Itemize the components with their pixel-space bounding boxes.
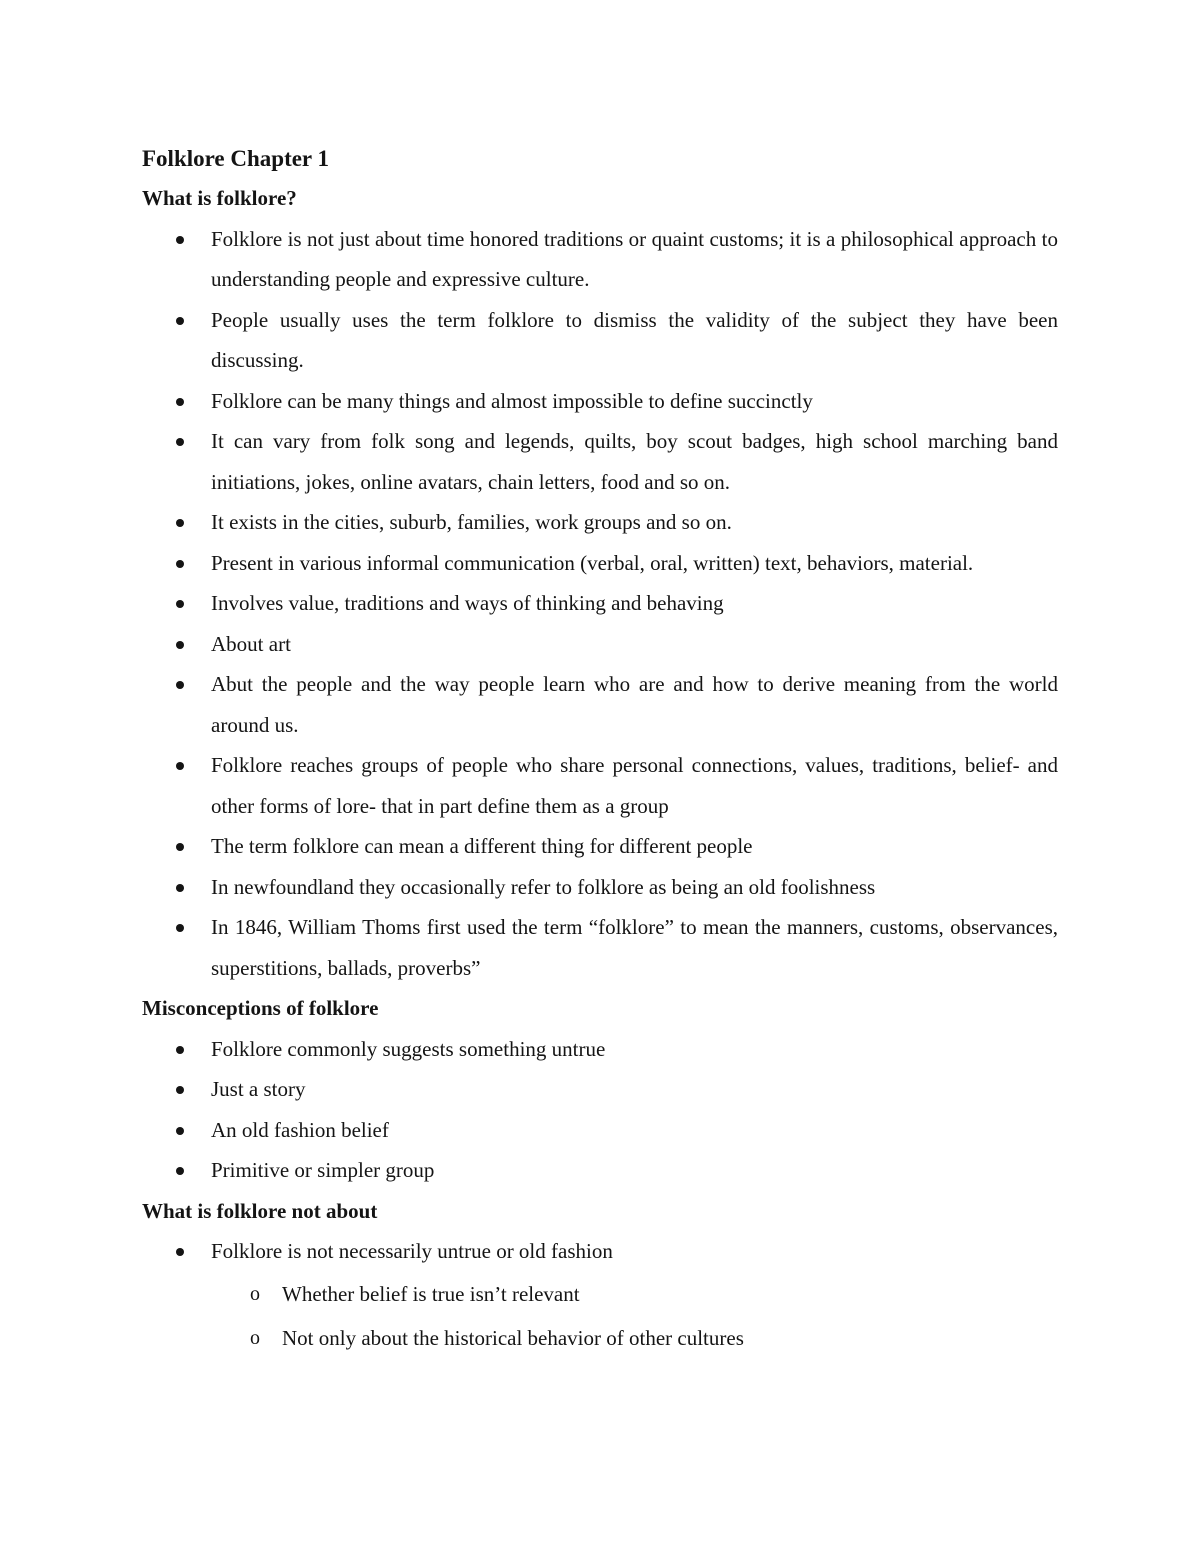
list-item-text: About art: [211, 631, 291, 656]
list-item: [142, 1069, 1058, 1110]
list-item: [142, 907, 1058, 988]
list-item-text: Primitive or simpler group: [211, 1158, 435, 1182]
bullet-icon: [176, 884, 184, 892]
list-item-text: The term folklore can mean a different thing for different people: [211, 834, 753, 858]
bullet-icon: [176, 843, 184, 851]
sub-list-item: [142, 1272, 1058, 1316]
list-item-text: Folklore reaches groups of people who share personal connections, values, traditions, belief- and other forms of lore- that in part define them as a group: [211, 753, 1058, 818]
bullet-icon: [176, 762, 184, 770]
list-item: [142, 219, 1058, 300]
list-item: [142, 502, 1058, 543]
bullet-icon: [176, 1167, 184, 1175]
list-item-text: Abut the people and the way people learn who are and how to derive meaning from the world around us.: [211, 672, 1058, 737]
document-title: Folklore Chapter 1: [142, 146, 329, 171]
list-item-text: Involves value, traditions and ways of thinking and behaving: [211, 591, 724, 615]
list-item-text: In 1846, William Thoms first used the term “folklore” to mean the manners, customs, observances, superstitions, ballads, proverbs”: [211, 915, 1058, 980]
bullet-icon: [176, 600, 184, 608]
list-item-text: Folklore is not necessarily untrue or old fashion: [211, 1239, 613, 1263]
list-item: [142, 745, 1058, 826]
list-item-text: It can vary from folk song and legends, quilts, boy scout badges, high school marching band initiations, jokes, online avatars, chain letters, food and so on.: [211, 429, 1058, 494]
list-item-text: In newfoundland they occasionally refer to folklore as being an old foolishness: [211, 874, 876, 899]
list-item: [142, 1110, 1058, 1151]
bullet-icon: [176, 1046, 184, 1054]
section-heading: What is folklore not about: [142, 1198, 378, 1223]
bullet-icon: [176, 681, 184, 689]
sub-list-item: [142, 1316, 1058, 1360]
section-heading: Misconceptions of folklore: [142, 996, 379, 1020]
section-misconceptions: [142, 988, 1058, 1191]
bullet-icon: [176, 641, 184, 649]
bullet-icon: [176, 560, 184, 568]
bullet-icon: [176, 236, 184, 244]
bullet-icon: [176, 317, 184, 325]
list-item: [142, 1150, 1058, 1191]
bullet-list: [142, 1231, 1058, 1272]
circle-bullet-icon: o: [250, 1282, 260, 1305]
list-item-text: An old fashion belief: [211, 1117, 389, 1142]
bullet-icon: [176, 398, 184, 406]
list-item: [142, 421, 1058, 502]
bullet-icon: [176, 1127, 184, 1135]
sub-bullet-list: [142, 1272, 1058, 1360]
section-heading: What is folklore?: [142, 186, 297, 210]
bullet-list: [142, 219, 1058, 989]
list-item-text: Folklore commonly suggests something untrue: [211, 1036, 606, 1061]
list-item-text: It exists in the cities, suburb, families, work groups and so on.: [211, 510, 732, 534]
document-page: [142, 140, 1058, 1360]
list-item-text: Folklore is not just about time honored traditions or quaint customs; it is a philosophical approach to understanding people and expressive culture.: [211, 226, 1058, 291]
circle-bullet-icon: o: [250, 1326, 260, 1349]
list-item-text: Present in various informal communication (verbal, oral, written) text, behaviors, material.: [211, 550, 974, 575]
list-item: [142, 300, 1058, 381]
bullet-icon: [176, 924, 184, 932]
list-item: [142, 624, 1058, 665]
list-item-text: Just a story: [211, 1077, 306, 1101]
list-item: [142, 543, 1058, 584]
list-item-text: Folklore can be many things and almost impossible to define succinctly: [211, 388, 813, 413]
bullet-list: [142, 1029, 1058, 1191]
list-item: [142, 664, 1058, 745]
list-item: [142, 867, 1058, 908]
sub-list-item-text: Whether belief is true isn’t relevant: [282, 1281, 580, 1306]
bullet-icon: [176, 519, 184, 527]
list-item: [142, 1231, 1058, 1272]
list-item: [142, 826, 1058, 867]
bullet-icon: [176, 1086, 184, 1094]
list-item: [142, 381, 1058, 422]
list-item: [142, 583, 1058, 624]
list-item: [142, 1029, 1058, 1070]
sub-list-item-text: Not only about the historical behavior of other cultures: [282, 1325, 744, 1350]
list-item-text: People usually uses the term folklore to dismiss the validity of the subject they have been discussing.: [211, 307, 1058, 372]
section-what-is-folklore: [142, 178, 1058, 988]
bullet-icon: [176, 438, 184, 446]
bullet-icon: [176, 1248, 184, 1256]
section-what-folklore-not-about: [142, 1191, 1058, 1360]
